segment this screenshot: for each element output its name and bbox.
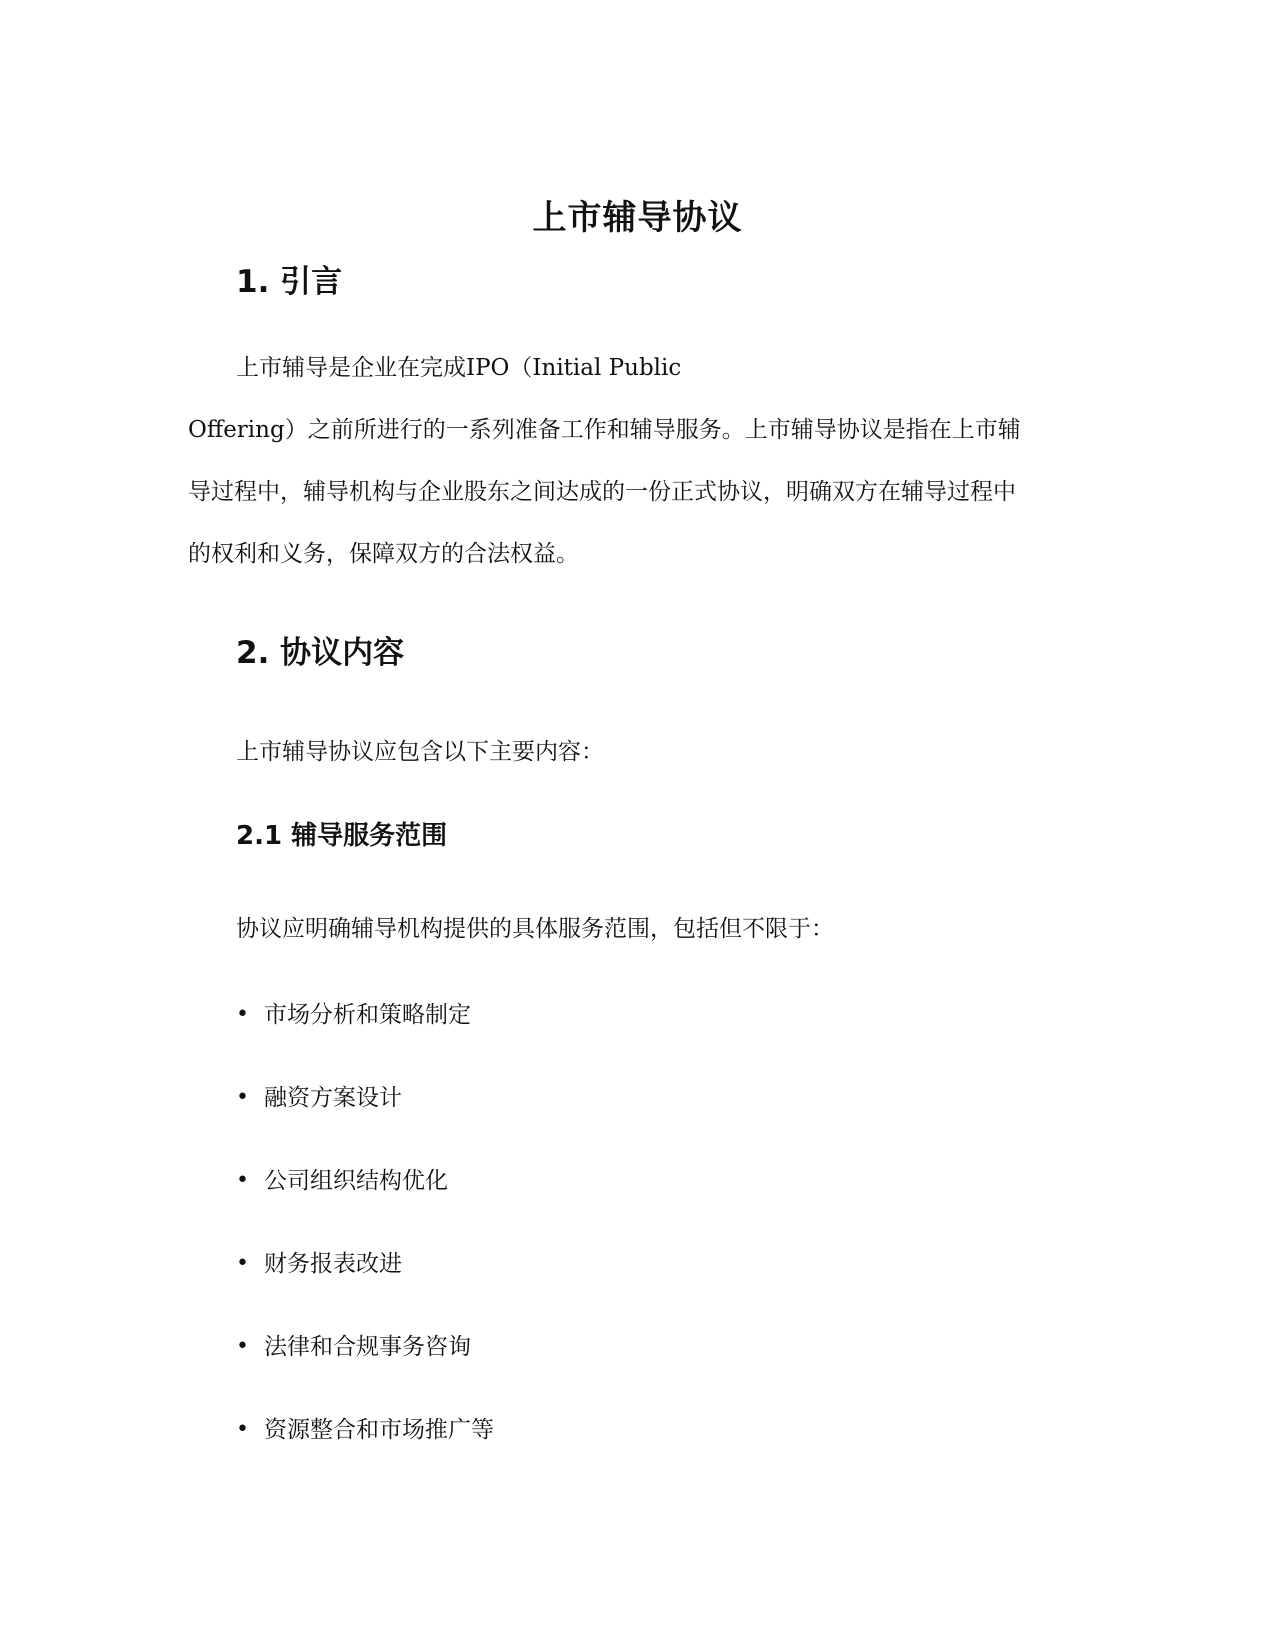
bullet-icon: • [236, 1002, 249, 1027]
list-item-text: 资源整合和市场推广等 [264, 1417, 494, 1443]
list-item [236, 995, 494, 1078]
list-item [236, 1078, 494, 1161]
list-item-text: 市场分析和策略制定 [264, 1002, 471, 1028]
list-item [236, 1410, 494, 1493]
section-1-heading: 1. 引言 [236, 264, 343, 300]
subsection-2-1-heading: 2.1 辅导服务范围 [236, 821, 448, 851]
list-item-text: 财务报表改进 [264, 1251, 402, 1277]
list-item-text: 公司组织结构优化 [264, 1168, 448, 1194]
subsection-2-1-intro: 协议应明确辅导机构提供的具体服务范围，包括但不限于： [236, 916, 834, 942]
section-1-paragraph [188, 337, 1088, 585]
list-item [236, 1244, 494, 1327]
bullet-icon: • [236, 1085, 249, 1110]
bullet-icon: • [236, 1334, 249, 1359]
list-item [236, 1161, 494, 1244]
list-item-text: 融资方案设计 [264, 1085, 402, 1111]
paragraph-line-2: Offering）之前所进行的一系列准备工作和辅导服务。上市辅导协议是指在上市辅 [188, 417, 1021, 443]
bullet-icon: • [236, 1251, 249, 1276]
list-item-text: 法律和合规事务咨询 [264, 1334, 471, 1360]
bullet-icon: • [236, 1168, 249, 1193]
paragraph-line-3: 导过程中，辅导机构与企业股东之间达成的一份正式协议，明确双方在辅导过程中 [188, 479, 1016, 505]
list-item [236, 1327, 494, 1410]
section-2-heading: 2. 协议内容 [236, 635, 405, 671]
document-title: 上市辅导协议 [532, 198, 743, 238]
service-scope-list [236, 995, 494, 1493]
section-2-intro: 上市辅导协议应包含以下主要内容： [236, 739, 604, 765]
paragraph-line-1: 上市辅导是企业在完成IPO（Initial Public [236, 355, 682, 381]
paragraph-line-4: 的权利和义务，保障双方的合法权益。 [188, 541, 579, 567]
bullet-icon: • [236, 1417, 249, 1442]
